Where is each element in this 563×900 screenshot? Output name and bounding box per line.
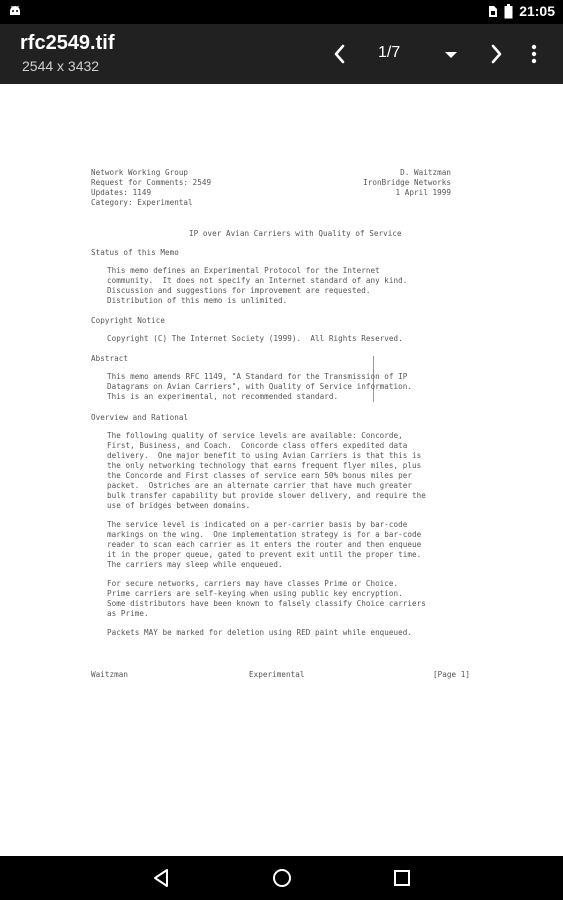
paragraph-line: the only networking technology that earns frequent flyer miles, plus	[107, 460, 422, 470]
paragraph-line: use of bridges between domains.	[107, 500, 251, 510]
paragraph-line: Some distributors have been known to falsely classify Choice carriers	[107, 598, 426, 608]
paragraph-line: reader to scan each carrier as it enters the router and then enqueue	[107, 539, 422, 549]
paragraph-line: The service level is indicated on a per-carrier basis by bar-code	[107, 519, 408, 529]
navigation-bar	[0, 856, 563, 900]
header-left-line: Request for Comments: 2549	[91, 178, 212, 187]
paragraph-line: This memo defines an Experimental Protocol for the Internet	[107, 265, 380, 275]
document-page	[0, 84, 563, 856]
paragraph-line: This memo amends RFC 1149, "A Standard for the Transmission of IP	[107, 371, 408, 381]
status-bar	[0, 0, 563, 24]
footer-page: [Page 1]	[433, 670, 470, 679]
paragraph-line: The carriers may sleep while enqueued.	[107, 559, 283, 569]
header-right-line: IronBridge Networks	[363, 178, 451, 187]
chevron-right-icon[interactable]	[482, 40, 510, 68]
dropdown-arrow-icon[interactable]	[440, 42, 462, 66]
paragraph-line: delivery. One major benefit to using Avian Carriers is that this is	[107, 450, 422, 460]
paragraph-line: packet. Ostriches are an alternate carrier that have much greater	[107, 480, 413, 490]
back-icon[interactable]	[150, 866, 174, 890]
paragraph-line: Discussion and suggestions for improvement are requested.	[107, 285, 371, 295]
file-title: rfc2549.tif	[20, 32, 115, 54]
paragraph-line: the Concorde and First classes of service earn 50% bonus miles per	[107, 470, 413, 480]
document-title: IP over Avian Carriers with Quality of Service	[189, 229, 402, 238]
image-dimensions: 2544 x 3432	[22, 58, 100, 74]
paragraph-line: bulk transfer capability but provide slower delivery, and require the	[107, 490, 426, 500]
section-heading: Overview and Rational	[91, 413, 189, 422]
paragraph-line: as Prime.	[107, 608, 149, 618]
app-bar	[0, 24, 563, 84]
paragraph-line: it in the proper queue, gated to prevent exit until the proper time.	[107, 549, 422, 559]
paragraph-line: Distribution of this memo is unlimited.	[107, 295, 288, 305]
chevron-left-icon[interactable]	[326, 40, 354, 68]
section-heading: Abstract	[91, 354, 128, 363]
status-time: 21:05	[519, 3, 555, 19]
section-heading: Status of this Memo	[91, 248, 179, 257]
more-vert-icon[interactable]	[524, 40, 544, 68]
paragraph-line: First, Business, and Coach. Concorde class offers expedited data	[107, 440, 408, 450]
recents-icon[interactable]	[390, 866, 414, 890]
battery-icon	[504, 4, 513, 19]
image-viewer[interactable]	[0, 84, 563, 856]
paragraph-line: This is an experimental, not recommended standard.	[107, 391, 339, 401]
header-left-line: Category: Experimental	[91, 198, 193, 207]
paragraph-line: Prime carriers are self-keying when using public key encryption.	[107, 588, 403, 598]
paragraph-line: community. It does not specify an Internet standard of any kind.	[107, 275, 408, 285]
footer-status: Experimental	[249, 670, 305, 679]
paragraph-line: Datagrams on Avian Carriers", with Quality of Service information.	[107, 381, 413, 391]
paragraph-line: markings on the wing. One implementation strategy is for a bar-code	[107, 529, 422, 539]
paragraph-line: Packets MAY be marked for deletion using RED paint while enqueued.	[107, 627, 413, 637]
header-right-line: D. Waitzman	[400, 168, 451, 177]
header-left-line: Updates: 1149	[91, 188, 152, 197]
android-icon	[8, 4, 22, 18]
header-right-line: 1 April 1999	[395, 188, 451, 197]
page-indicator[interactable]: 1/7	[378, 44, 401, 61]
home-icon[interactable]	[270, 866, 294, 890]
paragraph-line: The following quality of service levels are available: Concorde,	[107, 430, 403, 440]
paragraph-line: For secure networks, carriers may have classes Prime or Choice.	[107, 578, 399, 588]
footer-author: Waitzman	[91, 670, 128, 679]
header-left-line: Network Working Group	[91, 168, 189, 177]
sim-card-icon	[488, 4, 498, 18]
paragraph-line: Copyright (C) The Internet Society (1999). All Rights Reserved.	[107, 333, 403, 343]
section-heading: Copyright Notice	[91, 316, 165, 325]
